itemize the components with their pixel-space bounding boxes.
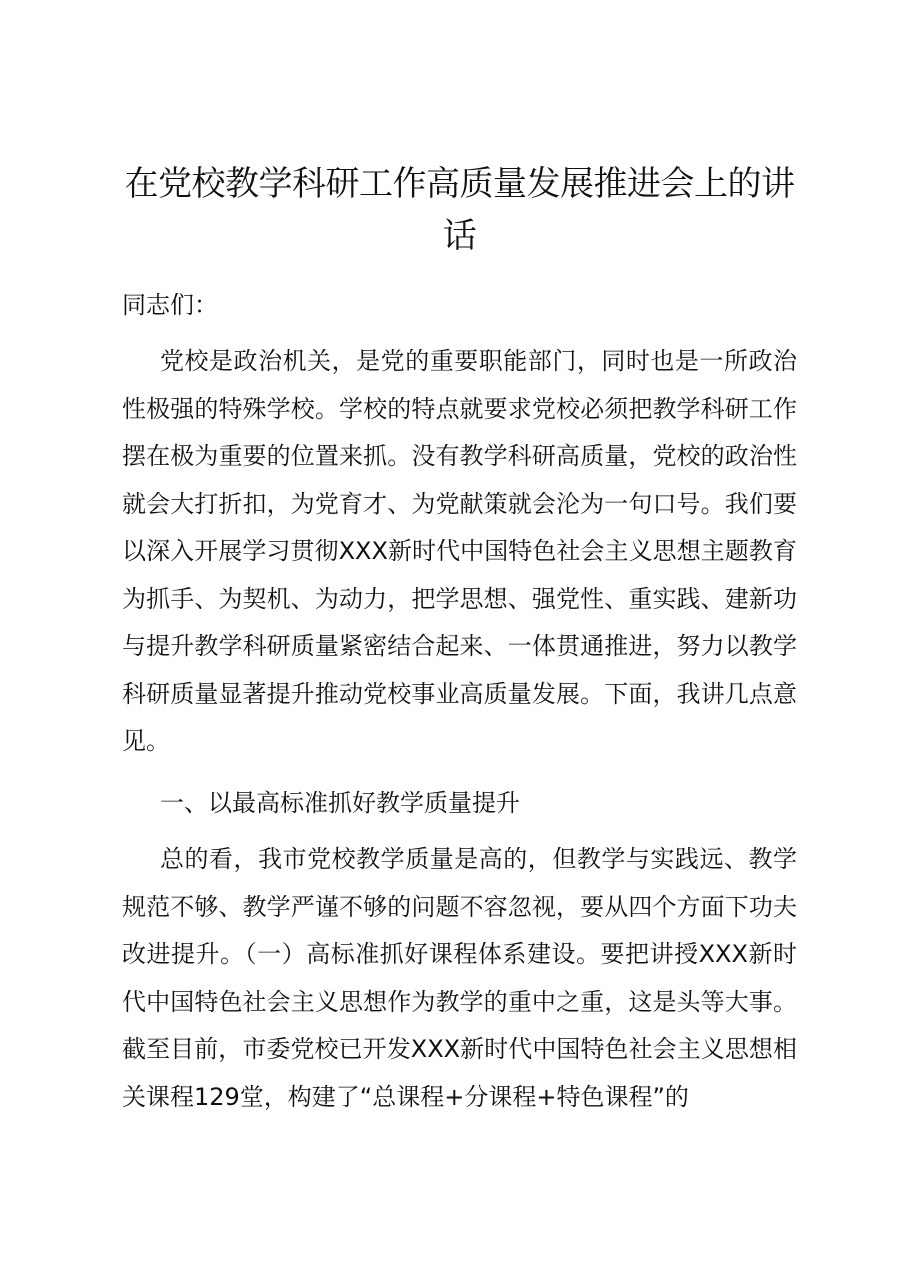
salutation: 同志们： bbox=[122, 291, 218, 319]
section-heading: 一、以最高标准抓好教学质量提升 bbox=[160, 789, 520, 817]
paragraph-intro: 党校是政治机关，是党的重要职能部门，同时也是一所政治性极强的特殊学校。学校的特点就要求党校必须把教学科研工作摆在极为重要的位置来抓。没有教学科研高质量，党校的政治性就会大打折扣，为党育才、为党献策就会沦为一句口号。我们要以深入开展学习贯彻XXX新时代中国特色社会主义思想主题教育为抓手、为契机、为动力，把学思想、强党性、重实践、建新功与提升教学科研质量紧密结合起来、一体贯通推进，努力以教学科研质量显著提升推动党校事业高质量发展。下面，我讲几点意见。 bbox=[122, 347, 797, 755]
document-title: 在党校教学科研工作高质量发展推进会上的讲话 bbox=[124, 164, 795, 256]
paragraph-teaching-quality: 总的看，我市党校教学质量是高的，但教学与实践远、教学规范不够、教学严谨不够的问题不容忽视，要从四个方面下功夫改进提升。（一）高标准抓好课程体系建设。要把讲授XXX新时代中国特色社会主义思想作为教学的重中之重，这是头等大事。截至目前，市委党校已开发XXX新时代中国特色社会主义思想相关课程129堂，构建了“总课程+分课程+特色课程”的 bbox=[122, 845, 797, 1111]
